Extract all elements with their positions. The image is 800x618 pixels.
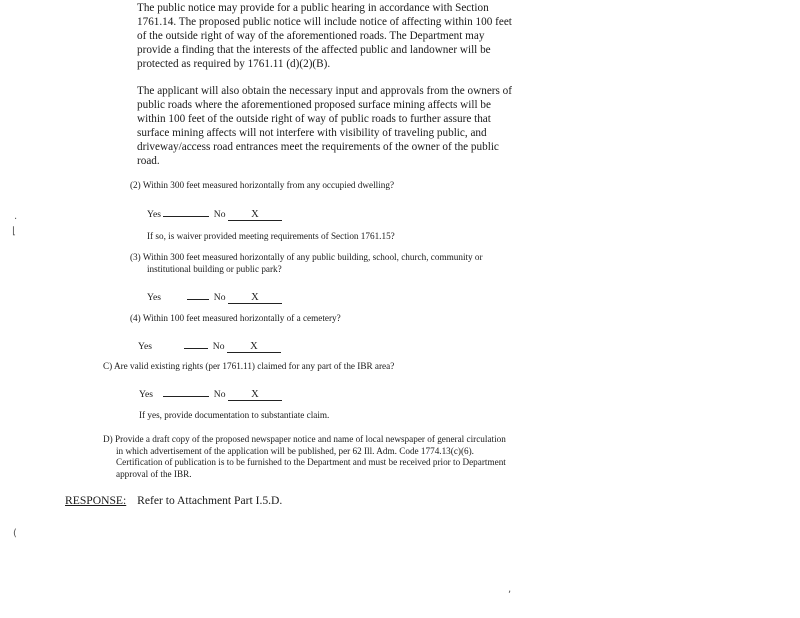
text-line: The public notice may provide for a public hearing in accordance with Section [137,2,489,14]
question-4: (4) Within 100 feet measured horizontally of a cemetery? [130,313,341,323]
no-answer-mark: X [228,292,282,304]
waiver-note: If so, is waiver provided meeting requirements of Section 1761.15? [147,231,395,241]
paragraph-public-notice [137,1,512,71]
text-line: in which advertisement of the application will be published, per 62 Ill. Adm. Code 1774.13(c)(6). [116,445,474,456]
question-3 [130,252,483,275]
text-line: D) Provide a draft copy of the proposed newspaper notice and name of local newspaper of general circulation [103,434,506,444]
text-line: driveway/access road entrances meet the requirements of the owner of the public [137,141,499,153]
scan-speck: · [14,214,18,225]
no-label: No [212,341,225,352]
answer-row-2 [147,206,282,221]
no-label: No [213,389,226,400]
answer-row-4 [138,338,281,353]
no-label: No [213,292,226,303]
text-line: protected as required by 1761.11 (d)(2)(B). [137,58,331,70]
text-line: 1761.14. The proposed public notice will include notice of affecting within 100 feet [137,16,512,28]
text-line: road. [137,155,160,167]
no-answer-mark: X [228,389,282,401]
response-label: RESPONSE: [65,494,127,507]
yes-label: Yes [147,292,161,303]
yes-label: Yes [139,389,153,400]
text-line: of the outside right of way of the aforementioned roads. The Department may [137,30,485,42]
text-line: public roads where the aforementioned proposed surface mining affects will be [137,99,491,111]
response-text: Refer to Attachment Part I.5.D. [137,494,283,507]
no-label: No [213,209,226,220]
text-line: within 100 feet of the outside right of way of public roads to further assure that [137,113,491,125]
no-answer-mark: X [227,341,281,353]
yes-blank [163,386,209,397]
response [65,494,282,508]
text-line: The applicant will also obtain the necessary input and approvals from the owners of [137,85,512,97]
text-line: institutional building or public park? [147,263,282,274]
yes-label: Yes [147,209,161,220]
text-line: surface mining affects will not interfere with visibility of traveling public, and [137,127,487,139]
text-line: Certification of publication is to be furnished to the Department and must be received prior to Department [116,457,506,467]
text-line: provide a finding that the interests of the affected public and landowner will be [137,44,491,56]
paragraph-applicant-approvals [137,84,512,168]
answer-row-c [139,386,282,401]
claim-note: If yes, provide documentation to substantiate claim. [139,410,330,420]
text-line: (3) Within 300 feet measured horizontally of any public building, school, church, community or [130,252,483,262]
no-answer-mark: X [228,209,282,221]
text-line: approval of the IBR. [116,468,192,479]
scan-speck: ( [13,528,17,539]
yes-blank [187,289,209,300]
question-d [103,434,506,480]
yes-label: Yes [138,341,152,352]
yes-blank [184,338,208,349]
scan-speck: ⌊ [12,226,16,237]
question-2: (2) Within 300 feet measured horizontally from any occupied dwelling? [130,180,395,190]
question-c: C) Are valid existing rights (per 1761.11) claimed for any part of the IBR area? [103,361,395,371]
answer-row-3 [147,289,282,304]
scan-speck: , [508,584,512,595]
yes-blank [163,206,209,217]
